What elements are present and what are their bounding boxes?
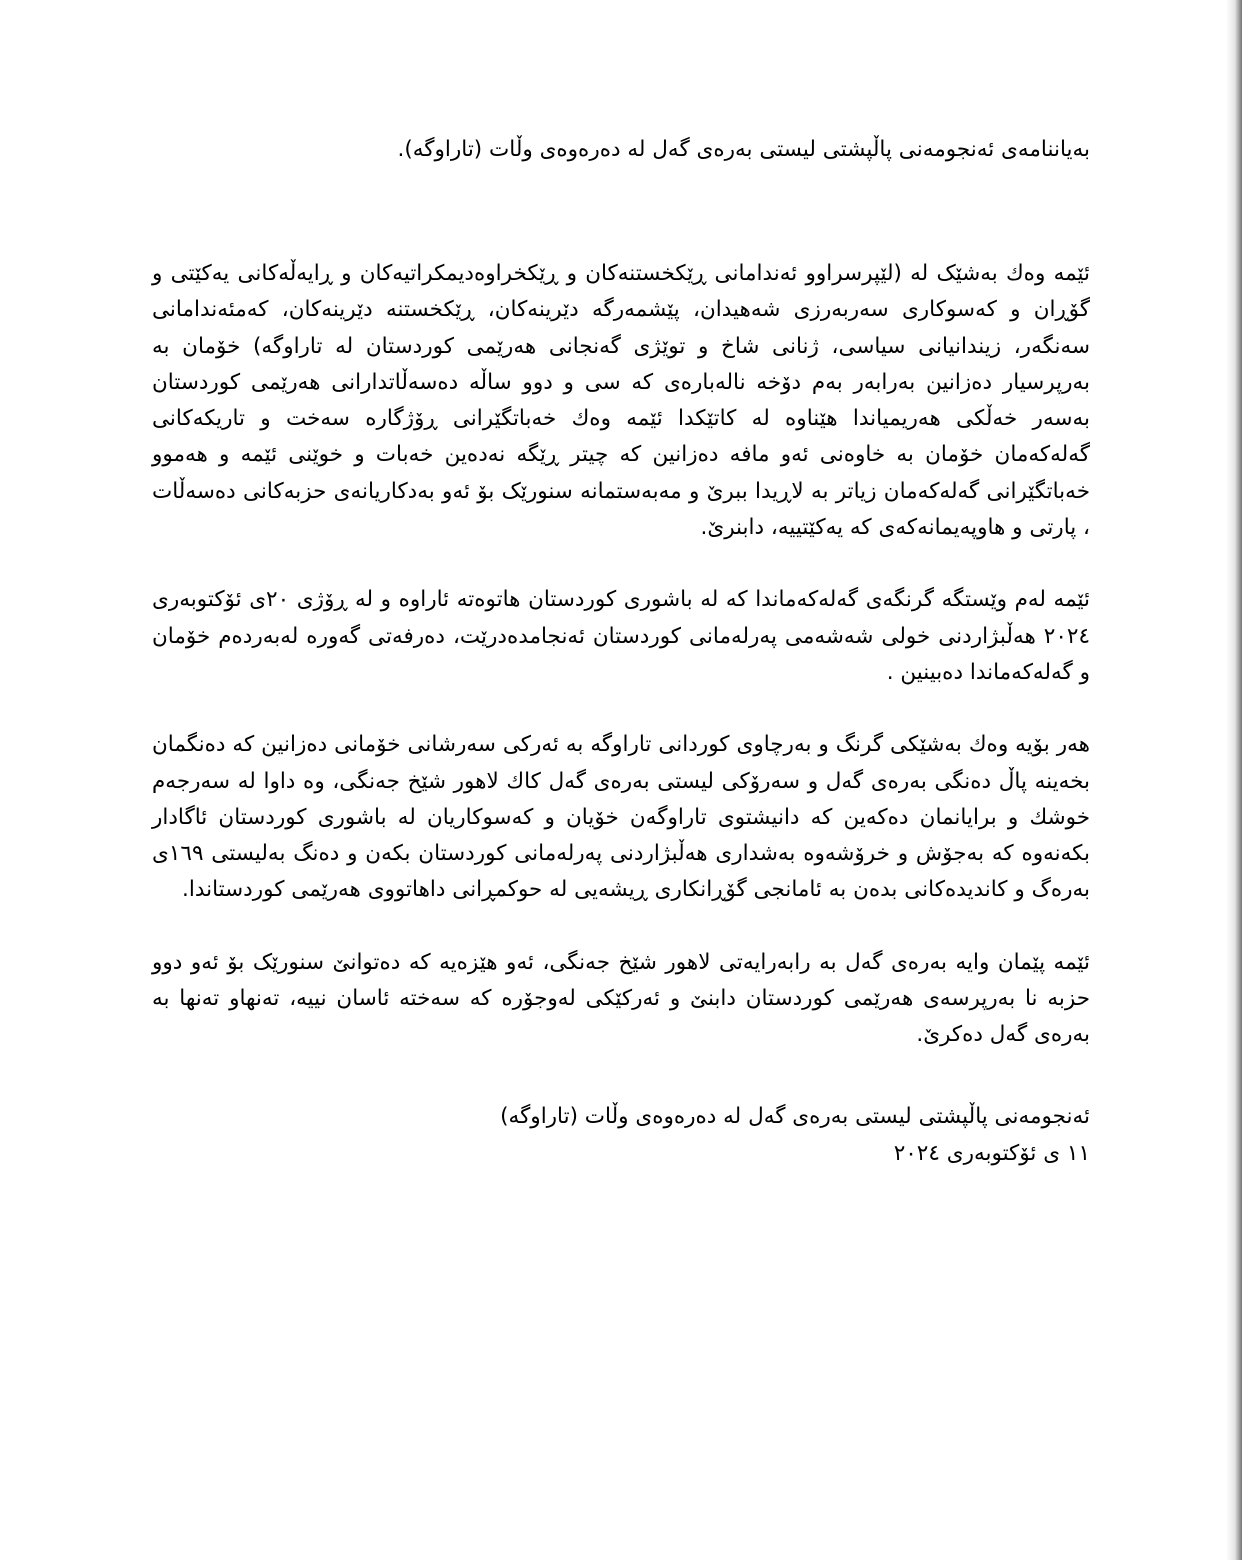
signature-organization: ئەنجومەنی پاڵپشتی لیستی بەرەی گەل لە دەرەوەی وڵات (تاراوگە) (500, 1103, 1090, 1129)
page-edge-shadow (1226, 0, 1242, 1560)
signature-block (152, 1098, 1090, 1172)
document-title: بەیاننامەی ئەنجومەنی پاڵپشتی لیستی بەرەی گەل لە دەرەوەی وڵات (تاراوگە). (397, 137, 1090, 162)
signature-date: ١١ ی ئۆکتوبەری ٢٠٢٤ (893, 1140, 1090, 1166)
paragraph-election: ئێمە لەم وێستگە گرنگەی گەلەکەماندا کە لە باشوری کوردستان هاتوەتە ئاراوە و لە ڕۆژی ٢٠ی ئۆکتوبەری ٢٠٢٤ هەڵبژاردنی خولی شەشەمی پەرلەمانی کوردستان ئەنجامدەدرێت، دەرفەتی گەورە لەبەردەم خۆمان و گەلەکەماندا دەبینین . (152, 587, 1090, 685)
paragraph-intro: ئێمە وەك بەشێک لە (لێپرسراوو ئەندامانی ڕێکخستنەکان و ڕێکخراوەدیمکراتیەکان و ڕایەڵەکانی یەکێتی و گۆڕان و کەسوکاری سەربەرزی شەهیدان، پێشمەرگە دێرینەکان، ڕێکخستنە دێرینەکان، کەمئەندامانی سەنگەر، زیندانیانی سیاسی، ژنانی شاخ و توێژی گەنجانی هەرێمی کوردستان لە تاراوگە) خۆمان بە بەرپرسیار دەزانین بەرابەر بەم دۆخە نالەبارەی کە سی و دوو ساڵە دەسەڵاتدارانی هەرێمی کوردستان بەسەر خەڵکی هەریمیاندا هێناوە لە کاتێکدا ئێمە وەك خەباتگێرانی ڕۆژگارە سەخت و تاریکەکانی گەلەکەمان خۆمان بە خاوەنی ئەو مافە دەزانین کە چیتر ڕێگە نەدەین خەبات و خوێنی ئێمە و هەموو خەباتگێرانی گەلەکەمان زیاتر بە لاڕیدا ببرێ و مەبەستمانە سنورێک بۆ ئەو بەدکاریانەی حزبەکانی دەسەڵات ، پارتی و هاوپەیمانەکەی کە یەکێتییە، دابنرێ. (152, 261, 1090, 541)
document-body (152, 128, 1090, 1172)
paragraph-conclusion: ئێمە پێمان وایە بەرەی گەل بە رابەرایەتی لاهور شێخ جەنگی، ئەو هێزەیە کە دەتوانێ سنورێک بۆ ئەو دوو حزبە نا بەرپرسەی هەرێمی کوردستان دابنێ و ئەرکێکی لەوجۆرە کە سەختە ئاسان نییە، تەنهاو تەنها بە بەرەی گەل دەکرێ. (152, 949, 1090, 1048)
paragraph-call-to-vote: هەر بۆیە وەك بەشێکی گرنگ و بەرچاوی کوردانی تاراوگە بە ئەرکی سەرشانی خۆمانی دەزانین کە دەنگمان بخەینە پاڵ دەنگی بەرەی گەل و سەرۆکی لیستی بەرەی گەل کاك لاهور شێخ جەنگی، وە داوا لە سەرجەم خوشك و برایانمان دەکەین کە دانیشتوی تاراوگەن خۆیان و کەسوکاریان لە باشوری کوردستان ئاگادار بکەنەوە کە بەجۆش و خرۆشەوە بەشداری هەڵبژاردنی پەرلەمانی کوردستان بکەن و دەنگ بەلیستی ١٦٩ی بەرەگ و کاندیدەکانی بدەن بە ئامانجی گۆڕانکاری ڕیشەیی لە حوکمڕانی داهاتووی هەرێمی کوردستاندا. (152, 732, 1090, 903)
